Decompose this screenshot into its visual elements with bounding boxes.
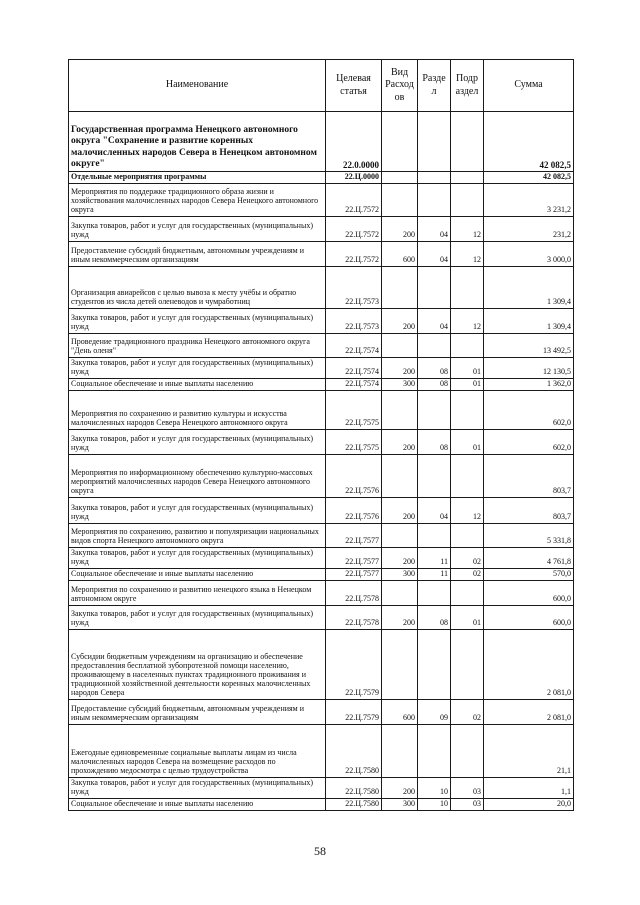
cell-expense-type: [382, 266, 418, 308]
cell-target: 22.Ц.7572: [326, 183, 382, 216]
cell-amount: 1 309,4: [484, 266, 574, 308]
cell-amount: 3 231,2: [484, 183, 574, 216]
cell-amount: 2 081,0: [484, 629, 574, 699]
cell-amount: 5 331,8: [484, 523, 574, 547]
cell-subsection: 02: [451, 699, 484, 724]
cell-section: 08: [418, 357, 451, 378]
cell-amount: 21,1: [484, 724, 574, 777]
cell-name: Социальное обеспечение и иные выплаты населению: [69, 378, 326, 390]
cell-subsection: 02: [451, 568, 484, 580]
cell-amount: 20,0: [484, 798, 574, 810]
cell-name: Закупка товаров, работ и услуг для государственных (муниципальных) нужд: [69, 216, 326, 241]
header-amount: Сумма: [484, 60, 574, 112]
cell-section: [418, 390, 451, 429]
cell-expense-type: [382, 112, 418, 172]
cell-section: 08: [418, 378, 451, 390]
table-row: [69, 629, 574, 699]
cell-expense-type: 300: [382, 568, 418, 580]
cell-expense-type: 200: [382, 497, 418, 523]
cell-subsection: [451, 183, 484, 216]
cell-expense-type: 300: [382, 378, 418, 390]
table-row: [69, 333, 574, 357]
cell-subsection: [451, 454, 484, 497]
table-row: [69, 266, 574, 308]
cell-subsection: [451, 390, 484, 429]
cell-name: Закупка товаров, работ и услуг для государственных (муниципальных) нужд: [69, 777, 326, 798]
cell-target: 22.Ц.7578: [326, 580, 382, 605]
cell-expense-type: [382, 390, 418, 429]
table-row: [69, 547, 574, 568]
cell-name: Закупка товаров, работ и услуг для государственных (муниципальных) нужд: [69, 547, 326, 568]
cell-section: [418, 454, 451, 497]
cell-expense-type: [382, 172, 418, 184]
cell-amount: 1 309,4: [484, 308, 574, 333]
cell-amount: 231,2: [484, 216, 574, 241]
cell-target: 22.0.0000: [326, 112, 382, 172]
cell-target: 22.Ц.7573: [326, 308, 382, 333]
cell-target: 22.Ц.7575: [326, 390, 382, 429]
cell-target: 22.Ц.7579: [326, 629, 382, 699]
cell-expense-type: [382, 580, 418, 605]
cell-amount: 803,7: [484, 497, 574, 523]
cell-section: [418, 580, 451, 605]
header-expense-type: Вид Расход ов: [382, 60, 418, 112]
cell-subsection: 12: [451, 497, 484, 523]
cell-target: 22.Ц.7577: [326, 523, 382, 547]
cell-subsection: [451, 629, 484, 699]
table-row: [69, 568, 574, 580]
cell-name: Закупка товаров, работ и услуг для государственных (муниципальных) нужд: [69, 308, 326, 333]
cell-amount: 600,0: [484, 605, 574, 629]
cell-expense-type: [382, 183, 418, 216]
cell-name: Субсидии бюджетным учреждениям на организацию и обеспечение предоставления бесплатной зубопротезной помощи населению, проживающему в населенных пунктах традиционного проживания и традиционной хозяйственной деятельности коренных малочисленных народов Севера: [69, 629, 326, 699]
table-row: [69, 172, 574, 184]
table-body: [69, 112, 574, 811]
page-number: 58: [314, 844, 326, 858]
cell-amount: 42 082,5: [484, 112, 574, 172]
table-row: [69, 798, 574, 810]
cell-name: Мероприятия по информационному обеспечению культурно-массовых мероприятий малочисленных народов Севера Ненецкого автономного округа: [69, 454, 326, 497]
cell-name: Проведение традиционного праздника Ненецкого автономного округа "День оленя": [69, 333, 326, 357]
cell-subsection: 01: [451, 605, 484, 629]
cell-target: 22.Ц.7576: [326, 497, 382, 523]
cell-section: 10: [418, 798, 451, 810]
cell-amount: 600,0: [484, 580, 574, 605]
table-row: [69, 699, 574, 724]
cell-subsection: 01: [451, 378, 484, 390]
cell-target: 22.Ц.7579: [326, 699, 382, 724]
cell-expense-type: 200: [382, 216, 418, 241]
cell-name: Социальное обеспечение и иные выплаты населению: [69, 798, 326, 810]
cell-section: [418, 523, 451, 547]
cell-subsection: 03: [451, 777, 484, 798]
cell-section: [418, 629, 451, 699]
cell-section: 10: [418, 777, 451, 798]
cell-section: [418, 724, 451, 777]
cell-section: 08: [418, 605, 451, 629]
table-row: [69, 724, 574, 777]
table-row: [69, 183, 574, 216]
cell-section: 11: [418, 547, 451, 568]
cell-amount: 13 492,5: [484, 333, 574, 357]
table-row: [69, 523, 574, 547]
cell-name: Организация авиарейсов с целью вывоза к месту учёбы и обратно студентов из числа детей оленеводов и чумработниц: [69, 266, 326, 308]
cell-name: Ежегодные единовременные социальные выплаты лицам из числа малочисленных народов Севера на возмещение расходов по прохождению медосмотра с целью трудоустройства: [69, 724, 326, 777]
table-row: [69, 112, 574, 172]
cell-expense-type: 300: [382, 798, 418, 810]
header-section: Разде л: [418, 60, 451, 112]
header-subsection: Подр аздел: [451, 60, 484, 112]
cell-target: 22.Ц.7580: [326, 798, 382, 810]
cell-name: Закупка товаров, работ и услуг для государственных (муниципальных) нужд: [69, 357, 326, 378]
cell-name: Закупка товаров, работ и услуг для государственных (муниципальных) нужд: [69, 497, 326, 523]
cell-section: 08: [418, 429, 451, 454]
cell-amount: 602,0: [484, 429, 574, 454]
header-target: Целевая статья: [326, 60, 382, 112]
cell-subsection: 02: [451, 547, 484, 568]
table-row: [69, 357, 574, 378]
cell-target: 22.Ц.7572: [326, 241, 382, 266]
cell-section: [418, 333, 451, 357]
cell-expense-type: [382, 454, 418, 497]
cell-subsection: [451, 172, 484, 184]
cell-subsection: [451, 724, 484, 777]
cell-expense-type: 200: [382, 357, 418, 378]
cell-subsection: 03: [451, 798, 484, 810]
cell-target: 22.Ц.7575: [326, 429, 382, 454]
cell-section: 04: [418, 216, 451, 241]
table-row: [69, 241, 574, 266]
cell-target: 22.Ц.7574: [326, 357, 382, 378]
cell-target: 22.Ц.7576: [326, 454, 382, 497]
cell-amount: 1,1: [484, 777, 574, 798]
cell-subsection: [451, 266, 484, 308]
cell-name: Социальное обеспечение и иные выплаты населению: [69, 568, 326, 580]
cell-name: Закупка товаров, работ и услуг для государственных (муниципальных) нужд: [69, 429, 326, 454]
cell-amount: 42 082,5: [484, 172, 574, 184]
cell-subsection: [451, 580, 484, 605]
cell-amount: 2 081,0: [484, 699, 574, 724]
cell-expense-type: [382, 523, 418, 547]
cell-target: 22.Ц.7580: [326, 724, 382, 777]
budget-table: [68, 59, 574, 811]
cell-target: 22.Ц.7577: [326, 547, 382, 568]
cell-name: Мероприятия по сохранению и развитию культуры и искусства малочисленных народов Севера Ненецкого автономного округа: [69, 390, 326, 429]
table-row: [69, 429, 574, 454]
cell-name: Закупка товаров, работ и услуг для государственных (муниципальных) нужд: [69, 605, 326, 629]
cell-subsection: [451, 523, 484, 547]
cell-target: 22.Ц.7574: [326, 378, 382, 390]
table-row: [69, 777, 574, 798]
cell-subsection: 12: [451, 308, 484, 333]
table-row: [69, 497, 574, 523]
cell-section: [418, 112, 451, 172]
cell-section: [418, 266, 451, 308]
header-name: Наименование: [69, 60, 326, 112]
cell-expense-type: 200: [382, 605, 418, 629]
cell-name: Мероприятия по поддержке традиционного образа жизни и хозяйствования малочисленных народов Севера Ненецкого автономного округа: [69, 183, 326, 216]
cell-target: 22.Ц.7578: [326, 605, 382, 629]
table-row: [69, 454, 574, 497]
table-row: [69, 390, 574, 429]
cell-section: 04: [418, 308, 451, 333]
cell-expense-type: 200: [382, 308, 418, 333]
cell-expense-type: [382, 724, 418, 777]
cell-name: Государственная программа Ненецкого автономного округа "Сохранение и развитие коренных малочисленных народов Севера в Ненецком автономном округе": [69, 112, 326, 172]
cell-expense-type: 600: [382, 699, 418, 724]
table-row: [69, 216, 574, 241]
cell-expense-type: 200: [382, 547, 418, 568]
cell-expense-type: 200: [382, 777, 418, 798]
cell-name: Предоставление субсидий бюджетным, автономным учреждениям и иным некоммерческим организациям: [69, 699, 326, 724]
cell-amount: 602,0: [484, 390, 574, 429]
cell-target: 22.Ц.7572: [326, 216, 382, 241]
cell-section: 11: [418, 568, 451, 580]
cell-name: Отдельные мероприятия программы: [69, 172, 326, 184]
cell-subsection: [451, 112, 484, 172]
cell-amount: 3 000,0: [484, 241, 574, 266]
cell-amount: 12 130,5: [484, 357, 574, 378]
cell-subsection: [451, 333, 484, 357]
cell-amount: 4 761,8: [484, 547, 574, 568]
cell-amount: 803,7: [484, 454, 574, 497]
cell-section: 04: [418, 241, 451, 266]
table-row: [69, 378, 574, 390]
cell-target: 22.Ц.7574: [326, 333, 382, 357]
cell-name: Мероприятия по сохранению, развитию и популяризации национальных видов спорта Ненецкого автономного округа: [69, 523, 326, 547]
table-row: [69, 605, 574, 629]
cell-subsection: 01: [451, 429, 484, 454]
cell-amount: 1 362,0: [484, 378, 574, 390]
cell-target: 22.Ц.7580: [326, 777, 382, 798]
cell-target: 22.Ц.7577: [326, 568, 382, 580]
cell-target: 22.Ц.0000: [326, 172, 382, 184]
cell-subsection: 12: [451, 216, 484, 241]
cell-name: Предоставление субсидий бюджетным, автономным учреждениям и иным некоммерческим организациям: [69, 241, 326, 266]
table-header-row: [69, 60, 574, 112]
cell-section: [418, 183, 451, 216]
cell-expense-type: [382, 333, 418, 357]
cell-section: 04: [418, 497, 451, 523]
cell-expense-type: 200: [382, 429, 418, 454]
cell-section: 09: [418, 699, 451, 724]
cell-expense-type: 600: [382, 241, 418, 266]
cell-subsection: 12: [451, 241, 484, 266]
cell-amount: 570,0: [484, 568, 574, 580]
table-row: [69, 308, 574, 333]
table-row: [69, 580, 574, 605]
cell-expense-type: [382, 629, 418, 699]
cell-section: [418, 172, 451, 184]
cell-name: Мероприятия по сохранению и развитию ненецкого языка в Ненецком автономном округе: [69, 580, 326, 605]
cell-target: 22.Ц.7573: [326, 266, 382, 308]
cell-subsection: 01: [451, 357, 484, 378]
